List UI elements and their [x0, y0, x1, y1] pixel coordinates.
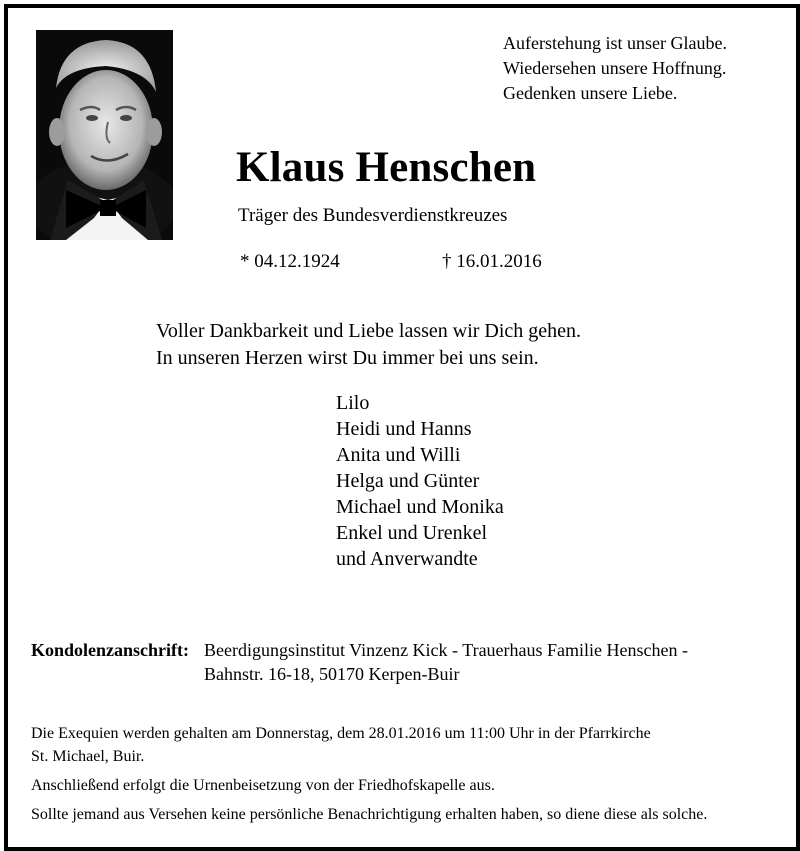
mourner-entry: Enkel und Urenkel	[336, 522, 488, 544]
deceased-name: Klaus Henschen	[236, 144, 537, 191]
mourner-entry: und Anverwandte	[336, 548, 478, 570]
service-notes	[31, 722, 781, 832]
honor-title: Träger des Bundesverdienstkreuzes	[238, 205, 508, 226]
exequies-note	[31, 722, 781, 768]
condolence-address-line: Bahnstr. 16-18, 50170 Kerpen-Buir	[204, 664, 460, 684]
birth-date: * 04.12.1924	[240, 251, 340, 272]
portrait-photo	[36, 30, 173, 240]
farewell-verse	[156, 318, 581, 372]
notification-note: Sollte jemand aus Versehen keine persönliche Benachrichtigung erhalten haben, so diene diese als solche.	[31, 806, 708, 823]
condolence-label: Kondolenzanschrift:	[31, 640, 190, 660]
mourner-entry: Helga und Günter	[336, 470, 480, 492]
verse-line: Voller Dankbarkeit und Liebe lassen wir Dich gehen.	[156, 320, 582, 342]
motto-line: Auferstehung ist unser Glaube.	[503, 33, 727, 53]
urn-burial-note: Anschließend erfolgt die Urnenbeisetzung von der Friedhofskapelle aus.	[31, 777, 495, 794]
mourner-entry: Anita und Willi	[336, 444, 461, 466]
mourner-entry: Michael und Monika	[336, 496, 504, 518]
motto-line: Gedenken unsere Liebe.	[503, 83, 678, 103]
verse-line: In unseren Herzen wirst Du immer bei uns sein.	[156, 347, 539, 369]
death-date: † 16.01.2016	[442, 251, 542, 272]
motto-line: Wiedersehen unsere Hoffnung.	[503, 58, 727, 78]
mourners-list	[336, 390, 504, 572]
exequies-line: Die Exequien werden gehalten am Donnerstag, dem 28.01.2016 um 11:00 Uhr in der Pfarrkirche	[31, 725, 651, 742]
condolence-address-line: Beerdigungsinstitut Vinzenz Kick - Trauerhaus Familie Henschen -	[204, 640, 688, 660]
motto	[503, 31, 727, 106]
mourner-entry: Lilo	[336, 392, 370, 414]
exequies-line: St. Michael, Buir.	[31, 748, 145, 765]
mourner-entry: Heidi und Hanns	[336, 418, 472, 440]
